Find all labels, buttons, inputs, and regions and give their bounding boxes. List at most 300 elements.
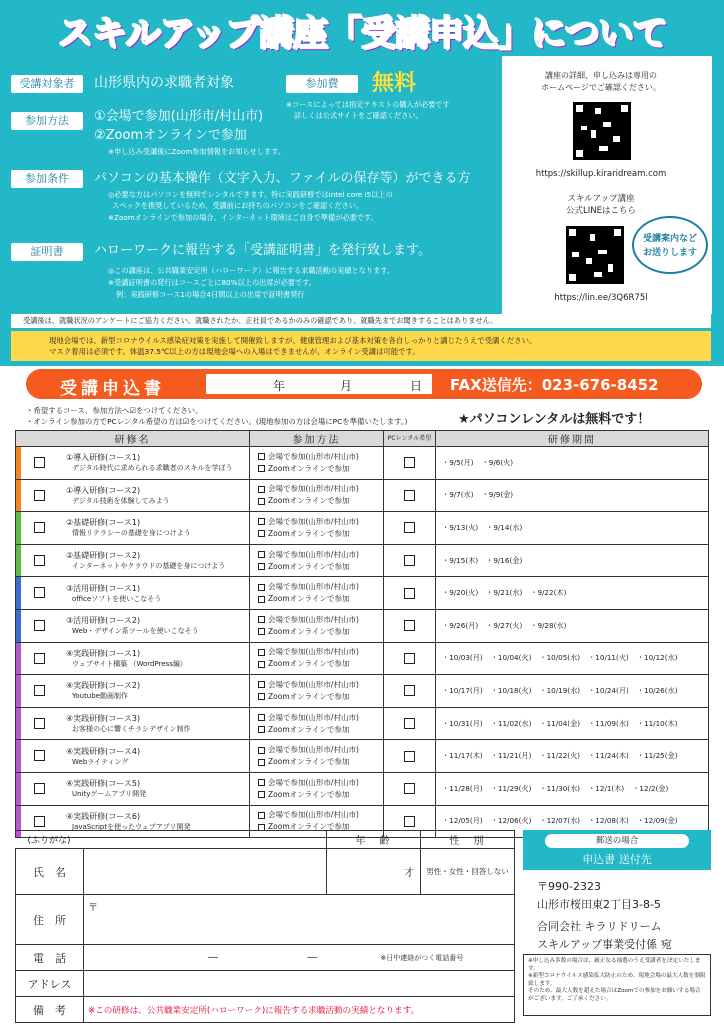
course-subtitle: 情報リテラシーの基礎を身につけよう bbox=[72, 529, 191, 538]
course-checkbox[interactable] bbox=[34, 653, 45, 664]
method-cell bbox=[250, 609, 384, 642]
method-checkbox[interactable] bbox=[258, 551, 265, 558]
course-subtitle: インターネットやクラウドの基礎を身につけよう bbox=[72, 562, 226, 571]
mail-dept: スキルアップ事業受付係 宛 bbox=[537, 938, 672, 951]
method-note: ※申し込み受講後にZoom参加情報をお知らせします。 bbox=[108, 147, 285, 156]
certificate-note-3: 例：実践研修コース1の場合4日間以上の出席で証明書発行 bbox=[116, 290, 305, 299]
method-option-label: Zoomオンラインで参加 bbox=[268, 789, 350, 799]
course-title: ①導入研修(コース2) bbox=[66, 485, 141, 495]
method-checkbox[interactable] bbox=[258, 628, 265, 635]
method-checkbox[interactable] bbox=[258, 779, 265, 786]
pc-rental-checkbox[interactable] bbox=[404, 620, 415, 631]
phone-field[interactable] bbox=[84, 945, 515, 971]
period-date: ・11/29(火) bbox=[490, 783, 532, 793]
period-cell bbox=[436, 609, 709, 642]
period-date: ・9/16(金) bbox=[486, 555, 523, 565]
name-label: 氏 名 bbox=[16, 849, 84, 895]
method-checkbox[interactable] bbox=[258, 726, 265, 733]
method-checkbox[interactable] bbox=[258, 486, 265, 493]
method-option-label: 会場で参加(山形市/村山市) bbox=[268, 777, 359, 787]
condition-note-1: ◎必要な方はパソコンを無料でレンタルできます。特に実践研修ではintel core i5以上の bbox=[108, 190, 393, 199]
method-option-zoom[interactable] bbox=[258, 658, 383, 670]
target-label: 受講対象者 bbox=[11, 75, 83, 93]
period-date: ・11/17(木) bbox=[442, 751, 483, 761]
phone-note: ※日中連絡がつく電話番号 bbox=[380, 954, 464, 962]
period-date: ・10/19(水) bbox=[539, 685, 581, 695]
line-title-1: スキルアップ講座 bbox=[567, 194, 635, 204]
method-checkbox[interactable] bbox=[258, 498, 265, 505]
method-checkbox[interactable] bbox=[258, 453, 265, 460]
pc-rental-checkbox[interactable] bbox=[404, 457, 415, 468]
address-field[interactable] bbox=[84, 895, 515, 945]
rental-free-note: ★パソコンレンタルは無料です！ bbox=[458, 412, 651, 427]
period-date: ・9/26(月) bbox=[442, 620, 479, 630]
course-title: ④実践研修(コース5) bbox=[66, 779, 141, 789]
course-name-cell bbox=[16, 740, 250, 773]
period-date: ・10/04(火) bbox=[490, 653, 532, 663]
course-row bbox=[16, 447, 709, 480]
course-checkbox[interactable] bbox=[34, 620, 45, 631]
method-option-label: Zoomオンラインで参加 bbox=[268, 757, 350, 767]
pc-rental-checkbox[interactable] bbox=[404, 685, 415, 696]
method-checkbox[interactable] bbox=[258, 616, 265, 623]
period-date: ・10/12(水) bbox=[636, 653, 678, 663]
period-date: ・9/13(火) bbox=[442, 522, 479, 532]
fax-number: FAX送信先：023-676-8452 bbox=[450, 376, 659, 394]
course-row bbox=[16, 512, 709, 545]
method-checkbox[interactable] bbox=[258, 693, 265, 700]
method-checkbox[interactable] bbox=[258, 747, 265, 754]
period-date: ・12/09(金) bbox=[636, 816, 678, 826]
period-date: ・10/31(月) bbox=[442, 718, 483, 728]
period-date: ・11/10(木) bbox=[636, 718, 678, 728]
period-date: ・11/22(火) bbox=[539, 751, 581, 761]
age-label: 年 齢 bbox=[327, 831, 421, 849]
period-date: ・11/09(水) bbox=[588, 718, 629, 728]
fee-note-2: 詳しくは公式サイトをご確認ください。 bbox=[294, 111, 423, 120]
course-title: ③活用研修(コース1) bbox=[66, 583, 141, 593]
mail-notes bbox=[523, 954, 711, 1016]
pc-rental-checkbox[interactable] bbox=[404, 588, 415, 599]
method-option-venue[interactable] bbox=[258, 614, 383, 626]
period-date: ・12/06(火) bbox=[490, 816, 532, 826]
survey-notice: 受講後は、就職状況のアンケートにご協力ください。就職されたか、正社員であるかのみの確認であり、就職先までお聞きすることはありません。 bbox=[11, 314, 711, 328]
condition-note-3: ※Zoomオンラインで参加の場合、インターネット環境はご自身で準備が必要です。 bbox=[108, 213, 378, 222]
line-url-link[interactable]: https://lin.ee/3Q6R75l bbox=[554, 293, 648, 303]
method-option-venue[interactable] bbox=[258, 744, 383, 756]
line-qr-code-icon[interactable] bbox=[566, 226, 624, 284]
method-checkbox[interactable] bbox=[258, 791, 265, 798]
pc-rental-cell bbox=[384, 740, 436, 773]
method-checkbox[interactable] bbox=[258, 661, 265, 668]
form-title: 受講申込書 bbox=[60, 379, 165, 399]
method-cell bbox=[250, 707, 384, 740]
course-row bbox=[16, 479, 709, 512]
method-option-venue[interactable] bbox=[258, 516, 383, 528]
method-option-zoom[interactable] bbox=[258, 561, 383, 573]
course-name-cell bbox=[16, 642, 250, 675]
pc-rental-cell bbox=[384, 512, 436, 545]
course-color-bar bbox=[16, 610, 21, 642]
method-option-venue[interactable] bbox=[258, 549, 383, 561]
period-date: ・9/28(水) bbox=[530, 620, 567, 630]
method-checkbox[interactable] bbox=[258, 681, 265, 688]
course-row bbox=[16, 707, 709, 740]
bubble-line-1: 受講案内など bbox=[642, 234, 697, 244]
course-row bbox=[16, 544, 709, 577]
method-option-label: Zoomオンラインで参加 bbox=[268, 463, 350, 473]
method-cell bbox=[250, 447, 384, 480]
method-option-zoom[interactable] bbox=[258, 789, 383, 801]
course-subtitle: Webライティング bbox=[72, 757, 129, 766]
course-table bbox=[15, 430, 709, 838]
method-checkbox[interactable] bbox=[258, 812, 265, 819]
email-field[interactable] bbox=[84, 971, 515, 997]
method-option-zoom[interactable] bbox=[258, 495, 383, 507]
period-cell bbox=[436, 544, 709, 577]
method-checkbox[interactable] bbox=[258, 465, 265, 472]
course-color-bar bbox=[16, 577, 21, 609]
period-date: ・10/11(火) bbox=[588, 653, 629, 663]
method-option-venue[interactable] bbox=[258, 809, 383, 821]
mail-address: 山形市桜田東2丁目3-8-5 bbox=[537, 898, 661, 911]
period-date: ・11/02(水) bbox=[490, 718, 532, 728]
period-cell bbox=[436, 772, 709, 805]
mail-note-2: ※新型コロナウイルス感染拡大防止のため、現地会場の最大人数を制限致します。 bbox=[528, 973, 706, 987]
period-date: ・12/2(金) bbox=[632, 783, 669, 793]
pc-rental-checkbox[interactable] bbox=[404, 783, 415, 794]
method-option-label: Zoomオンラインで参加 bbox=[268, 626, 350, 636]
covid-notice-2: マスク着用は必須です。体温37.5℃以上の方は現地会場への入場はできませんが、オンライン受講は可能です。 bbox=[49, 347, 420, 356]
course-color-bar bbox=[16, 545, 21, 577]
page-title: スキルアップ講座「受講申込」について bbox=[57, 14, 667, 54]
address-label: 住 所 bbox=[16, 895, 84, 945]
course-subtitle: Web・デザイン系ツールを使いこなそう bbox=[72, 627, 199, 636]
course-checkbox[interactable] bbox=[34, 685, 45, 696]
website-qr-code-icon[interactable] bbox=[573, 102, 631, 160]
method-option-zoom[interactable] bbox=[258, 626, 383, 638]
condition-label: 参加条件 bbox=[11, 170, 83, 188]
method-checkbox[interactable] bbox=[258, 530, 265, 537]
method-option-label: 会場で参加(山形市/村山市) bbox=[268, 712, 359, 722]
method-option-label: 会場で参加(山形市/村山市) bbox=[268, 810, 359, 820]
phone-dash-1: ― bbox=[208, 952, 218, 963]
course-name-cell bbox=[16, 544, 250, 577]
period-cell bbox=[436, 740, 709, 773]
period-date: ・9/9(金) bbox=[481, 490, 514, 500]
period-date: ・9/22(木) bbox=[530, 588, 567, 598]
line-title-2: 公式LINEはこちら bbox=[566, 206, 636, 216]
method-cell bbox=[250, 577, 384, 610]
period-date: ・9/7(水) bbox=[442, 490, 474, 500]
course-title: ④実践研修(コース6) bbox=[66, 811, 141, 821]
method-option-venue[interactable] bbox=[258, 712, 383, 724]
pc-rental-cell bbox=[384, 609, 436, 642]
method-option-venue[interactable] bbox=[258, 777, 383, 789]
course-color-bar bbox=[16, 447, 21, 479]
method-option-zoom[interactable] bbox=[258, 691, 383, 703]
info-bubble bbox=[632, 216, 708, 274]
fee-value: 無料 bbox=[372, 71, 417, 96]
period-date: ・9/27(火) bbox=[486, 620, 523, 630]
course-title: ③活用研修(コース2) bbox=[66, 616, 141, 626]
method-cell bbox=[250, 772, 384, 805]
certificate-value: ハローワークに報告する「受講証明書」を発行致します。 bbox=[94, 243, 431, 258]
course-row bbox=[16, 675, 709, 708]
period-cell bbox=[436, 479, 709, 512]
period-date: ・11/21(月) bbox=[490, 751, 532, 761]
bubble-line-2: お送りします bbox=[642, 248, 697, 258]
course-name-cell bbox=[16, 512, 250, 545]
course-color-bar bbox=[16, 480, 21, 512]
panel-intro-1: 講座の詳細、申し込みは専用の bbox=[545, 71, 657, 80]
course-color-bar bbox=[16, 643, 21, 675]
pc-rental-checkbox[interactable] bbox=[404, 816, 415, 827]
pc-rental-cell bbox=[384, 479, 436, 512]
mail-postal: 〒990-2323 bbox=[537, 880, 601, 893]
period-cell bbox=[436, 675, 709, 708]
course-row bbox=[16, 577, 709, 610]
course-row bbox=[16, 609, 709, 642]
period-date: ・10/17(月) bbox=[442, 685, 483, 695]
phone-label: 電 話 bbox=[16, 945, 84, 971]
method-option-label: Zoomオンラインで参加 bbox=[268, 691, 350, 701]
month-label: 月 bbox=[340, 379, 353, 393]
period-date: ・11/25(金) bbox=[636, 751, 678, 761]
course-name-cell bbox=[16, 447, 250, 480]
certificate-note-2: ※受講証明書の発行はコースごとに80%以上の出席が必要です。 bbox=[108, 278, 316, 287]
method-checkbox[interactable] bbox=[258, 584, 265, 591]
method-option-label: 会場で参加(山形市/村山市) bbox=[268, 549, 359, 559]
method-checkbox[interactable] bbox=[258, 563, 265, 570]
course-subtitle: ウェブサイト構築 （WordPress編） bbox=[72, 659, 187, 668]
course-title: ④実践研修(コース3) bbox=[66, 714, 141, 724]
certificate-note-1: ◎この講座は、公共職業安定所（ハローワーク）に報告する求職活動の実績となります。 bbox=[108, 266, 395, 275]
method-checkbox[interactable] bbox=[258, 714, 265, 721]
course-color-bar bbox=[16, 675, 21, 707]
period-cell bbox=[436, 642, 709, 675]
course-name-cell bbox=[16, 707, 250, 740]
condition-note-2: スペックを推奨しているため、受講前にお持ちのパソコンをご確認ください。 bbox=[112, 201, 364, 210]
col-period: 研修期間 bbox=[436, 431, 709, 447]
period-date: ・9/6(火) bbox=[481, 457, 514, 467]
method-option-zoom[interactable] bbox=[258, 724, 383, 736]
pc-rental-cell bbox=[384, 642, 436, 675]
course-checkbox[interactable] bbox=[34, 718, 45, 729]
method-option-label: 会場で参加(山形市/村山市) bbox=[268, 451, 359, 461]
course-checkbox[interactable] bbox=[34, 457, 45, 468]
remarks-note: ※この研修は、公共職業安定所(ハローワーク)に報告する求職活動の実績となります。 bbox=[84, 997, 515, 1023]
postal-mark: 〒 bbox=[88, 903, 98, 914]
pc-rental-checkbox[interactable] bbox=[404, 490, 415, 501]
course-name-cell bbox=[16, 675, 250, 708]
course-subtitle: Unityゲームアプリ開発 bbox=[72, 790, 147, 799]
period-date: ・9/15(木) bbox=[442, 555, 479, 565]
method-option-zoom[interactable] bbox=[258, 463, 383, 475]
instruction-1: ・希望するコース、参加方法へ☑をつけてください。 bbox=[26, 406, 203, 415]
covid-notice-1: 現地会場では、新型コロナウイルス感染症対策を実施して開催致しますが、健康管理および基本対策を各自しっかりと講じたうえで受講ください。 bbox=[49, 336, 537, 345]
period-date: ・12/1(木) bbox=[588, 783, 625, 793]
mail-note-1: ※申し込み多数の場合は、厳正なる抽選のうえ受講者を決定いたします。 bbox=[528, 958, 701, 972]
period-cell bbox=[436, 447, 709, 480]
pc-rental-checkbox[interactable] bbox=[404, 751, 415, 762]
mail-address-block bbox=[537, 878, 672, 954]
year-label: 年 bbox=[273, 379, 286, 393]
method-option-venue[interactable] bbox=[258, 679, 383, 691]
period-date: ・9/14(水) bbox=[486, 522, 523, 532]
method-option-label: 会場で参加(山形市/村山市) bbox=[268, 516, 359, 526]
course-checkbox[interactable] bbox=[34, 490, 45, 501]
method-option-label: Zoomオンラインで参加 bbox=[268, 496, 350, 506]
name-field[interactable] bbox=[84, 849, 327, 895]
method-option-label: 会場で参加(山形市/村山市) bbox=[268, 647, 359, 657]
course-row bbox=[16, 772, 709, 805]
date-field[interactable] bbox=[206, 374, 432, 394]
method-option-label: Zoomオンラインで参加 bbox=[268, 724, 350, 734]
gender-options[interactable]: 男性・女性・回答しない bbox=[421, 849, 515, 895]
course-checkbox[interactable] bbox=[34, 522, 45, 533]
method-2: ②Zoomオンラインで参加 bbox=[94, 128, 247, 143]
target-value: 山形県内の求職者対象 bbox=[94, 75, 234, 91]
method-option-venue[interactable] bbox=[258, 646, 383, 658]
course-subtitle: officeソフトを使いこなそう bbox=[72, 594, 162, 603]
method-option-label: 会場で参加(山形市/村山市) bbox=[268, 484, 359, 494]
furigana-label: (ふりがな) bbox=[16, 831, 327, 849]
method-cell bbox=[250, 740, 384, 773]
method-option-zoom[interactable] bbox=[258, 528, 383, 540]
course-name-cell bbox=[16, 479, 250, 512]
method-checkbox[interactable] bbox=[258, 759, 265, 766]
age-field[interactable] bbox=[327, 849, 421, 895]
method-option-zoom[interactable] bbox=[258, 593, 383, 605]
period-date: ・10/05(水) bbox=[539, 653, 581, 663]
course-title: ②基礎研修(コース1) bbox=[66, 518, 141, 528]
pc-rental-checkbox[interactable] bbox=[404, 555, 415, 566]
phone-dash-2: ― bbox=[307, 952, 318, 963]
period-date: ・11/04(金) bbox=[539, 718, 581, 728]
method-option-venue[interactable] bbox=[258, 581, 383, 593]
course-checkbox[interactable] bbox=[34, 587, 45, 598]
col-course-name: 研修名 bbox=[16, 431, 250, 447]
pc-rental-cell bbox=[384, 447, 436, 480]
course-subtitle: デジタル技術を体験してみよう bbox=[72, 496, 170, 505]
condition-value: パソコンの基本操作（文字入力、ファイルの保存等）ができる方 bbox=[94, 171, 471, 186]
certificate-label: 証明書 bbox=[11, 243, 83, 261]
day-label: 日 bbox=[410, 379, 423, 393]
method-option-label: 会場で参加(山形市/村山市) bbox=[268, 745, 359, 755]
line-title bbox=[506, 193, 696, 217]
course-color-bar bbox=[16, 773, 21, 805]
covid-notice bbox=[11, 331, 711, 361]
course-checkbox[interactable] bbox=[34, 816, 45, 827]
panel-intro bbox=[506, 70, 696, 94]
course-checkbox[interactable] bbox=[34, 555, 45, 566]
pc-rental-checkbox[interactable] bbox=[404, 653, 415, 664]
method-option-label: 会場で参加(山形市/村山市) bbox=[268, 582, 359, 592]
course-name-cell bbox=[16, 609, 250, 642]
period-date: ・10/18(火) bbox=[490, 685, 532, 695]
method-option-zoom[interactable] bbox=[258, 756, 383, 768]
period-date: ・9/20(火) bbox=[442, 588, 479, 598]
remarks-label: 備 考 bbox=[16, 997, 84, 1023]
course-title: ④実践研修(コース1) bbox=[66, 648, 141, 658]
fee-label: 参加費 bbox=[286, 75, 358, 93]
method-option-label: Zoomオンラインで参加 bbox=[268, 561, 350, 571]
pc-rental-cell bbox=[384, 675, 436, 708]
mail-header: 郵送の場合 bbox=[545, 834, 689, 848]
pc-rental-cell bbox=[384, 707, 436, 740]
mail-note-3: そのため、最大人数を超えた場合はZoomでの参加をお願いする場合がございます。ご了承ください。 bbox=[528, 988, 701, 1002]
course-subtitle: お客様の心に響くチラシデザイン制作 bbox=[72, 725, 191, 734]
instruction-2: ・オンライン参加の方でPCレンタル希望の方は☑をつけてください。(現地参加の方は会場にPCを準備いたします。) bbox=[26, 417, 408, 426]
course-subtitle: JavaScriptを使ったウェブアプリ開発 bbox=[72, 822, 191, 831]
method-option-venue[interactable] bbox=[258, 451, 383, 463]
method-1: ①会場で参加(山形市/村山市) bbox=[94, 109, 264, 124]
period-date: ・9/21(水) bbox=[486, 588, 523, 598]
course-color-bar bbox=[16, 740, 21, 772]
course-row bbox=[16, 740, 709, 773]
method-option-label: Zoomオンラインで参加 bbox=[268, 659, 350, 669]
method-option-label: Zoomオンラインで参加 bbox=[268, 594, 350, 604]
mail-company: 合同会社 キラリドリーム bbox=[537, 920, 662, 933]
pc-rental-cell bbox=[384, 544, 436, 577]
mail-sub: 申込書 送付先 bbox=[582, 853, 652, 866]
pc-rental-cell bbox=[384, 577, 436, 610]
col-pc-rental: PCレンタル希望 bbox=[384, 431, 436, 447]
course-color-bar bbox=[16, 708, 21, 740]
course-name-cell bbox=[16, 577, 250, 610]
method-checkbox[interactable] bbox=[258, 596, 265, 603]
gender-label: 性 別 bbox=[421, 831, 515, 849]
method-checkbox[interactable] bbox=[258, 649, 265, 656]
course-title: ④実践研修(コース4) bbox=[66, 746, 141, 756]
method-checkbox[interactable] bbox=[258, 518, 265, 525]
period-date: ・10/26(水) bbox=[636, 685, 678, 695]
course-title: ④実践研修(コース2) bbox=[66, 681, 141, 691]
course-name-cell bbox=[16, 772, 250, 805]
course-checkbox[interactable] bbox=[34, 750, 45, 761]
period-date: ・9/5(月) bbox=[442, 457, 474, 467]
period-cell bbox=[436, 577, 709, 610]
period-date: ・11/30(水) bbox=[539, 783, 581, 793]
period-date: ・11/24(木) bbox=[588, 751, 629, 761]
course-title: ②基礎研修(コース2) bbox=[66, 551, 141, 561]
fee-note-1: ※コースによっては指定テキストの購入が必要です bbox=[286, 100, 450, 109]
method-cell bbox=[250, 642, 384, 675]
period-cell bbox=[436, 707, 709, 740]
period-date: ・12/05(月) bbox=[442, 816, 483, 826]
pc-rental-checkbox[interactable] bbox=[404, 522, 415, 533]
course-color-bar bbox=[16, 512, 21, 544]
panel-intro-2: ホームページでご確認ください。 bbox=[541, 83, 661, 92]
method-cell bbox=[250, 544, 384, 577]
method-option-label: 会場で参加(山形市/村山市) bbox=[268, 614, 359, 624]
period-date: ・11/28(月) bbox=[442, 783, 483, 793]
course-title: ①導入研修(コース1) bbox=[66, 453, 141, 463]
period-cell bbox=[436, 512, 709, 545]
method-option-label: Zoomオンラインで参加 bbox=[268, 528, 350, 538]
period-date: ・12/08(木) bbox=[588, 816, 629, 826]
method-option-label: Zoomオンラインで参加 bbox=[268, 822, 350, 832]
pc-rental-checkbox[interactable] bbox=[404, 718, 415, 729]
period-date: ・10/24(月) bbox=[588, 685, 629, 695]
course-checkbox[interactable] bbox=[34, 783, 45, 794]
method-cell bbox=[250, 512, 384, 545]
course-row bbox=[16, 642, 709, 675]
website-url-link[interactable]: https://skillup.kiraridream.com bbox=[535, 169, 667, 179]
method-option-venue[interactable] bbox=[258, 483, 383, 495]
age-suffix: 才 bbox=[404, 868, 414, 879]
